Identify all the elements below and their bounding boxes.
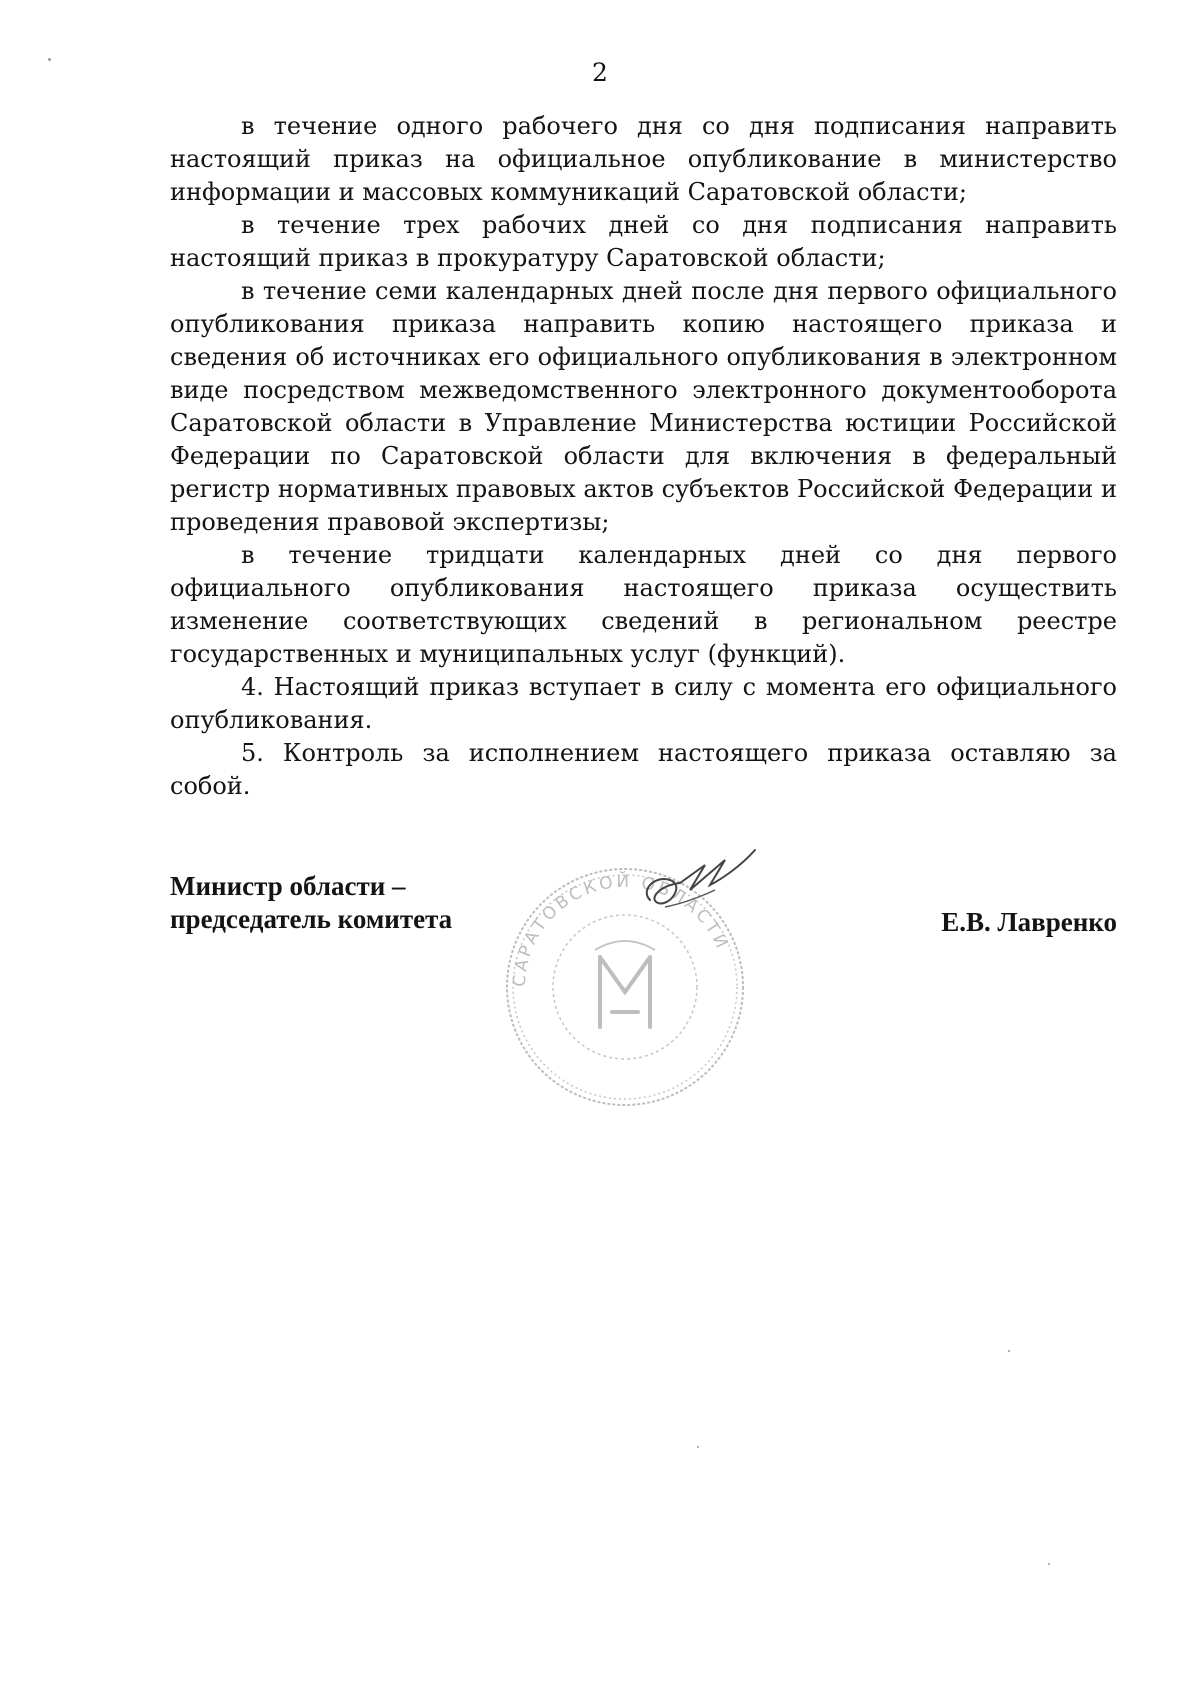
handwritten-signature bbox=[630, 845, 760, 925]
scan-speck bbox=[697, 1446, 699, 1448]
scan-speck bbox=[48, 58, 51, 61]
seal-text: САРАТОВСКОЙ ОБЛАСТИ bbox=[509, 871, 733, 988]
paragraph: в течение трех рабочих дней со дня подписания направить настоящий приказ в прокуратуру Саратовской области; bbox=[170, 211, 1117, 272]
signature-block bbox=[170, 870, 1117, 1170]
page-number: 2 bbox=[592, 58, 608, 87]
scan-speck bbox=[1008, 1350, 1010, 1352]
signatory-name: Е.В. Лавренко bbox=[941, 907, 1117, 937]
paragraph: в течение одного рабочего дня со дня подписания направить настоящий приказ на официальное опубликование в министерство информации и массовых коммуникаций Саратовской области; bbox=[170, 112, 1117, 206]
scan-speck bbox=[1048, 1563, 1050, 1565]
paragraph: в течение семи календарных дней после дня первого официального опубликования приказа направить копию настоящего приказа и сведения об источниках его официального опубликования в электронном виде посредством межведомственного электронного документооборота Саратовской области в Управление Министерства юстиции Российской Федерации по Саратовской области для включения в федеральный регистр нормативных правовых актов субъектов Российской Федерации и проведения правовой экспертизы; bbox=[170, 277, 1117, 536]
paragraph: в течение тридцати календарных дней со дня первого официального опубликования настоящего приказа осуществить изменение соответствующих сведений в региональном реестре государственных и муниципальных услуг (функций). bbox=[170, 541, 1117, 668]
paragraph: 5. Контроль за исполнением настоящего приказа оставляю за собой. bbox=[170, 739, 1117, 800]
paragraph: 4. Настоящий приказ вступает в силу с момента его официального опубликования. bbox=[170, 673, 1117, 734]
signatory-title-line: председатель комитета bbox=[170, 904, 453, 934]
document-body bbox=[170, 110, 1117, 803]
signatory-title bbox=[170, 870, 452, 936]
signatory-title-line: Министр области – bbox=[170, 871, 406, 901]
